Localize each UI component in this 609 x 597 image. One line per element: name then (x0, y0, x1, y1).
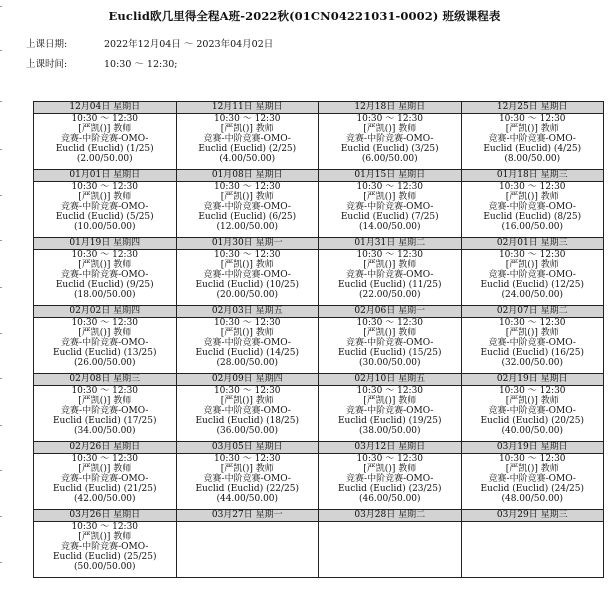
session-line: (22.00/50.00) (358, 289, 421, 300)
session-line: Euclid (Euclid) (20/25) (480, 415, 585, 426)
session-line: Euclid (Euclid) (22/25) (195, 483, 300, 494)
session-line: 10:30 ～ 12:30 (498, 250, 566, 260)
session-line: (4.00/50.00) (219, 153, 276, 164)
session-line: Euclid (Euclid) (24/25) (480, 483, 585, 494)
session-line: (50.00/50.00) (73, 561, 136, 572)
session-line: (8.00/50.00) (504, 153, 561, 164)
session-date-header: 02月09日 星期四 (176, 374, 319, 386)
session-line: 竞赛-中阶竞赛-OMO- (346, 473, 434, 484)
session-line: (30.00/50.00) (358, 357, 421, 368)
date-label: 上课日期: (26, 39, 68, 50)
session-line: 10:30 ～ 12:30 (71, 386, 139, 396)
session-line: Euclid (Euclid) (16/25) (480, 347, 585, 358)
session-header-row (34, 102, 604, 114)
session-body-row (34, 250, 604, 306)
session-line: 10:30 ～ 12:30 (71, 454, 139, 464)
session-line: 10:30 ～ 12:30 (498, 318, 566, 328)
date-value: 2022年12月04日 ～ 2023年04月02日 (104, 39, 274, 50)
session-date-header: 03月28日 星期二 (319, 510, 462, 522)
session-cell (34, 386, 177, 442)
session-line: [严凯()] 教师 (363, 463, 417, 474)
session-line: (16.00/50.00) (501, 221, 564, 232)
session-line: [严凯()] 教师 (78, 123, 132, 134)
session-date-header: 01月30日 星期一 (176, 238, 319, 250)
session-cell (34, 454, 177, 510)
session-line: (42.00/50.00) (73, 493, 136, 504)
session-line: 竞赛-中阶竞赛-OMO- (488, 405, 576, 416)
session-cell (319, 318, 462, 374)
session-cell (319, 250, 462, 306)
session-date-header: 02月07日 星期二 (461, 306, 604, 318)
session-date-header: 02月03日 星期五 (176, 306, 319, 318)
session-line: 竞赛-中阶竞赛-OMO- (61, 405, 149, 416)
session-cell (461, 522, 604, 578)
session-line: (32.00/50.00) (501, 357, 564, 368)
session-line: 10:30 ～ 12:30 (356, 182, 424, 192)
session-date-header: 02月02日 星期四 (34, 306, 177, 318)
session-date-header: 02月26日 星期日 (34, 442, 177, 454)
session-date-header: 01月19日 星期四 (34, 238, 177, 250)
session-line: 10:30 ～ 12:30 (498, 114, 566, 124)
session-line: [严凯()] 教师 (505, 395, 559, 406)
session-line: [严凯()] 教师 (363, 259, 417, 270)
session-line: Euclid (Euclid) (1/25) (55, 143, 154, 154)
session-body-row (34, 182, 604, 238)
session-line: Euclid (Euclid) (11/25) (337, 279, 442, 290)
session-line: (36.00/50.00) (216, 425, 279, 436)
session-cell (461, 114, 604, 170)
session-line: [严凯()] 教师 (505, 191, 559, 202)
session-line: [严凯()] 教师 (363, 191, 417, 202)
session-cell (461, 454, 604, 510)
session-line: 竞赛-中阶竞赛-OMO- (61, 201, 149, 212)
session-line: 10:30 ～ 12:30 (356, 386, 424, 396)
session-line: Euclid (Euclid) (6/25) (198, 211, 297, 222)
session-cell (319, 182, 462, 238)
session-body-row (34, 386, 604, 442)
session-line: (26.00/50.00) (73, 357, 136, 368)
session-line: 竞赛-中阶竞赛-OMO- (203, 133, 291, 144)
session-line: 10:30 ～ 12:30 (71, 182, 139, 192)
session-line: Euclid (Euclid) (19/25) (337, 415, 442, 426)
session-line: Euclid (Euclid) (23/25) (337, 483, 442, 494)
session-header-row (34, 374, 604, 386)
session-line: [严凯()] 教师 (220, 463, 274, 474)
time-label: 上课时间: (26, 59, 68, 70)
session-line: [严凯()] 教师 (220, 259, 274, 270)
session-line: Euclid (Euclid) (21/25) (52, 483, 157, 494)
session-line: [严凯()] 教师 (505, 327, 559, 338)
session-line: 10:30 ～ 12:30 (356, 318, 424, 328)
session-cell (34, 318, 177, 374)
session-line: [严凯()] 教师 (78, 531, 132, 542)
session-line: (44.00/50.00) (216, 493, 279, 504)
session-line: Euclid (Euclid) (5/25) (55, 211, 154, 222)
session-line: (10.00/50.00) (73, 221, 136, 232)
session-line: [严凯()] 教师 (220, 395, 274, 406)
session-line: 竞赛-中阶竞赛-OMO- (346, 133, 434, 144)
session-line: [严凯()] 教师 (78, 259, 132, 270)
session-header-row (34, 170, 604, 182)
session-line: 10:30 ～ 12:30 (213, 250, 281, 260)
left-margin-rule (0, 0, 2, 597)
session-line: (24.00/50.00) (501, 289, 564, 300)
session-cell (176, 454, 319, 510)
session-cell (176, 318, 319, 374)
session-date-header: 12月04日 星期日 (34, 102, 177, 114)
session-body-row (34, 318, 604, 374)
session-line: [严凯()] 教师 (78, 191, 132, 202)
session-line: (2.00/50.00) (76, 153, 133, 164)
session-line: 竞赛-中阶竞赛-OMO- (61, 473, 149, 484)
session-line: [严凯()] 教师 (505, 259, 559, 270)
session-date-header: 01月31日 星期二 (319, 238, 462, 250)
session-date-header: 01月15日 星期日 (319, 170, 462, 182)
session-line: 竞赛-中阶竞赛-OMO- (203, 405, 291, 416)
session-cell (319, 386, 462, 442)
session-date-header: 01月18日 星期三 (461, 170, 604, 182)
session-cell (461, 250, 604, 306)
session-line: 竞赛-中阶竞赛-OMO- (61, 133, 149, 144)
session-date-header: 02月19日 星期日 (461, 374, 604, 386)
session-line: (40.00/50.00) (501, 425, 564, 436)
session-line: 竞赛-中阶竞赛-OMO- (488, 201, 576, 212)
session-line: 竞赛-中阶竞赛-OMO- (488, 269, 576, 280)
session-cell (461, 318, 604, 374)
session-line: (20.00/50.00) (216, 289, 279, 300)
session-line: (38.00/50.00) (358, 425, 421, 436)
session-line: 10:30 ～ 12:30 (71, 522, 139, 532)
session-line: Euclid (Euclid) (8/25) (483, 211, 582, 222)
session-line: 竞赛-中阶竞赛-OMO- (61, 337, 149, 348)
session-line: Euclid (Euclid) (12/25) (480, 279, 585, 290)
session-line: 10:30 ～ 12:30 (71, 318, 139, 328)
session-cell (34, 522, 177, 578)
session-line: 10:30 ～ 12:30 (498, 454, 566, 464)
session-cell (176, 522, 319, 578)
session-line: Euclid (Euclid) (9/25) (55, 279, 154, 290)
page-title: Euclid欧几里得全程A班-2022秋(01CN04221031-0002) 班级课程表 (108, 9, 501, 23)
session-line: [严凯()] 教师 (363, 327, 417, 338)
session-date-header: 12月18日 星期日 (319, 102, 462, 114)
session-header-row (34, 510, 604, 522)
session-cell (176, 182, 319, 238)
session-cell (34, 250, 177, 306)
session-date-header: 03月29日 星期三 (461, 510, 604, 522)
session-line: [严凯()] 教师 (505, 463, 559, 474)
time-value: 10:30 ～ 12:30; (104, 59, 178, 70)
session-date-header: 03月19日 星期日 (461, 442, 604, 454)
session-line: 竞赛-中阶竞赛-OMO- (203, 337, 291, 348)
session-line: Euclid (Euclid) (18/25) (195, 415, 300, 426)
session-line: (12.00/50.00) (216, 221, 279, 232)
session-line: (6.00/50.00) (361, 153, 418, 164)
session-line: 竞赛-中阶竞赛-OMO- (61, 269, 149, 280)
session-line: 10:30 ～ 12:30 (213, 182, 281, 192)
session-line: [严凯()] 教师 (220, 123, 274, 134)
session-body-row (34, 454, 604, 510)
session-line: 10:30 ～ 12:30 (213, 114, 281, 124)
session-date-header: 03月27日 星期一 (176, 510, 319, 522)
session-body-row (34, 522, 604, 578)
session-cell (34, 114, 177, 170)
session-line: 10:30 ～ 12:30 (498, 182, 566, 192)
session-line: 10:30 ～ 12:30 (213, 386, 281, 396)
session-line: 竞赛-中阶竞赛-OMO- (203, 201, 291, 212)
session-cell (176, 386, 319, 442)
session-cell (176, 114, 319, 170)
session-line: 10:30 ～ 12:30 (356, 114, 424, 124)
session-line: (46.00/50.00) (358, 493, 421, 504)
session-cell (319, 454, 462, 510)
session-cell (34, 182, 177, 238)
session-cell (319, 522, 462, 578)
session-date-header: 03月05日 星期日 (176, 442, 319, 454)
session-line: Euclid (Euclid) (14/25) (195, 347, 300, 358)
session-line: [严凯()] 教师 (78, 327, 132, 338)
session-header-row (34, 306, 604, 318)
session-line: [严凯()] 教师 (505, 123, 559, 134)
session-cell (461, 182, 604, 238)
session-line: 竞赛-中阶竞赛-OMO- (203, 473, 291, 484)
session-line: Euclid (Euclid) (25/25) (52, 551, 157, 562)
session-line: [严凯()] 教师 (220, 191, 274, 202)
session-line: [严凯()] 教师 (78, 463, 132, 474)
session-date-header: 01月08日 星期日 (176, 170, 319, 182)
session-line: 10:30 ～ 12:30 (213, 454, 281, 464)
session-line: Euclid (Euclid) (4/25) (483, 143, 582, 154)
session-line: Euclid (Euclid) (13/25) (52, 347, 157, 358)
session-line: Euclid (Euclid) (3/25) (340, 143, 439, 154)
session-line: 10:30 ～ 12:30 (356, 250, 424, 260)
schedule-table (33, 101, 604, 578)
session-line: 竞赛-中阶竞赛-OMO- (488, 133, 576, 144)
session-date-header: 01月01日 星期日 (34, 170, 177, 182)
session-line: 10:30 ～ 12:30 (71, 250, 139, 260)
session-date-header: 02月08日 星期三 (34, 374, 177, 386)
session-line: [严凯()] 教师 (363, 395, 417, 406)
session-line: Euclid (Euclid) (15/25) (337, 347, 442, 358)
session-date-header: 03月26日 星期日 (34, 510, 177, 522)
session-line: Euclid (Euclid) (7/25) (340, 211, 439, 222)
session-line: (14.00/50.00) (358, 221, 421, 232)
session-header-row (34, 238, 604, 250)
session-line: 竞赛-中阶竞赛-OMO- (346, 405, 434, 416)
session-date-header: 12月25日 星期日 (461, 102, 604, 114)
session-line: (18.00/50.00) (73, 289, 136, 300)
session-line: [严凯()] 教师 (220, 327, 274, 338)
session-line: 竞赛-中阶竞赛-OMO- (346, 337, 434, 348)
session-cell (461, 386, 604, 442)
session-line: [严凯()] 教师 (78, 395, 132, 406)
session-line: 10:30 ～ 12:30 (213, 318, 281, 328)
session-line: 10:30 ～ 12:30 (498, 386, 566, 396)
session-line: 竞赛-中阶竞赛-OMO- (203, 269, 291, 280)
session-date-header: 02月10日 星期五 (319, 374, 462, 386)
session-line: 竞赛-中阶竞赛-OMO- (488, 337, 576, 348)
session-line: (48.00/50.00) (501, 493, 564, 504)
session-date-header: 02月01日 星期三 (461, 238, 604, 250)
session-line: 竞赛-中阶竞赛-OMO- (346, 201, 434, 212)
session-line: 竞赛-中阶竞赛-OMO- (61, 541, 149, 552)
session-line: Euclid (Euclid) (2/25) (198, 143, 297, 154)
session-line: 10:30 ～ 12:30 (356, 454, 424, 464)
session-line: 竞赛-中阶竞赛-OMO- (346, 269, 434, 280)
session-line: Euclid (Euclid) (10/25) (195, 279, 300, 290)
session-body-row (34, 114, 604, 170)
session-line: 10:30 ～ 12:30 (71, 114, 139, 124)
session-line: 竞赛-中阶竞赛-OMO- (488, 473, 576, 484)
session-header-row (34, 442, 604, 454)
session-line: Euclid (Euclid) (17/25) (52, 415, 157, 426)
session-cell (176, 250, 319, 306)
session-line: [严凯()] 教师 (363, 123, 417, 134)
session-date-header: 03月12日 星期日 (319, 442, 462, 454)
session-line: (34.00/50.00) (73, 425, 136, 436)
session-cell (319, 114, 462, 170)
session-date-header: 02月06日 星期一 (319, 306, 462, 318)
session-line: (28.00/50.00) (216, 357, 279, 368)
session-date-header: 12月11日 星期日 (176, 102, 319, 114)
